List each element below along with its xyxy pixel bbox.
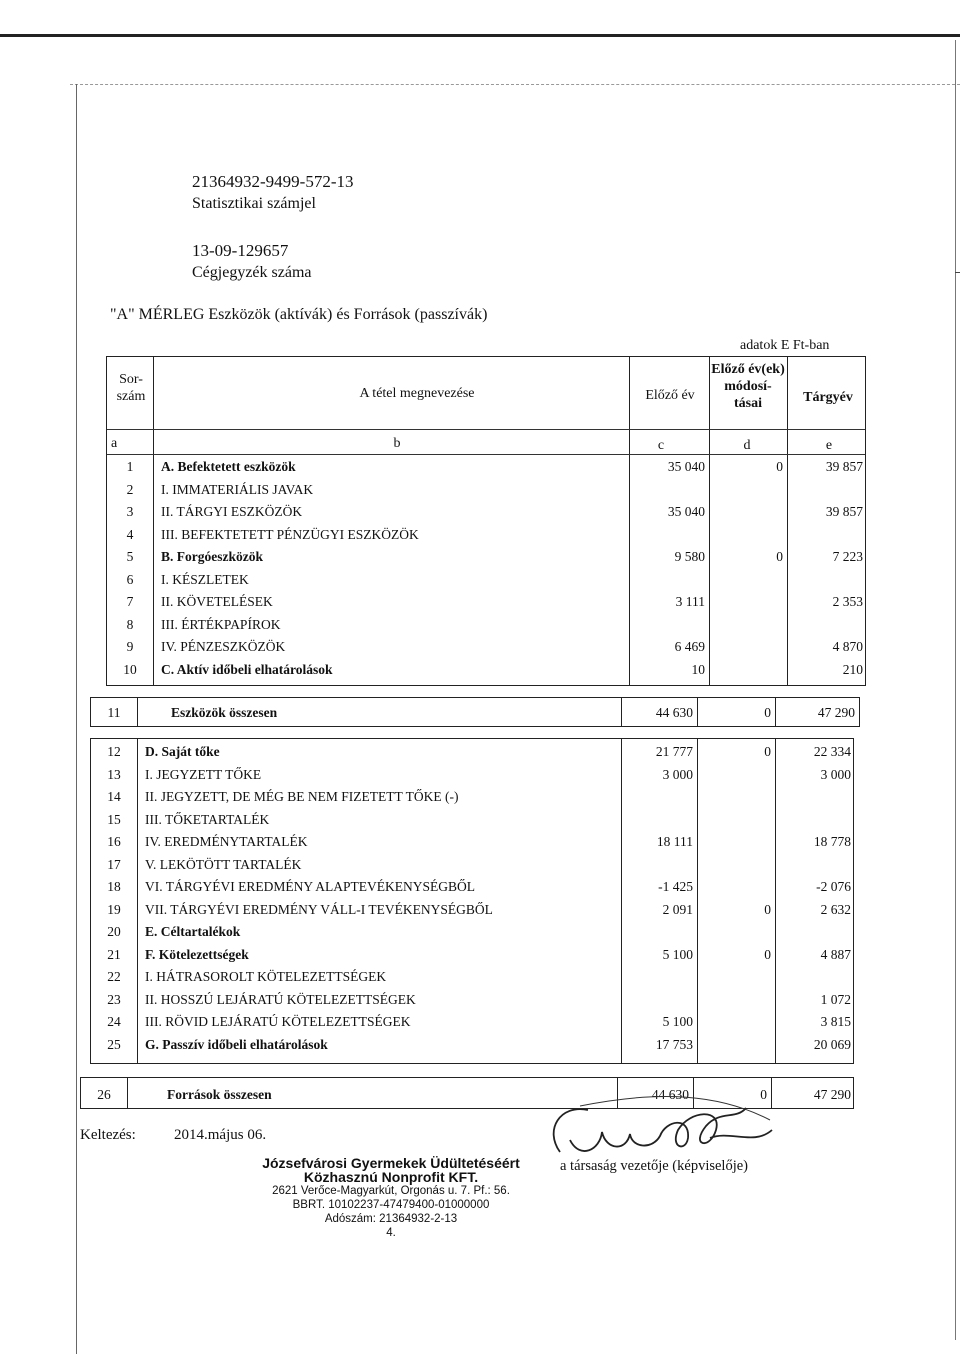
row-prev-value: 35 040: [667, 459, 705, 474]
row-label: G. Passzív időbeli elhatárolások: [145, 1036, 328, 1052]
row-sorszam: 13: [107, 766, 121, 782]
col-header-curr: Tárgyév: [803, 390, 853, 405]
row-mod-value: 0: [764, 946, 771, 962]
table-row: [91, 764, 853, 785]
col-letter-d: d: [743, 438, 751, 453]
row-prev-value: 2 091: [662, 901, 693, 917]
col-letter-c: c: [657, 438, 665, 453]
row-label: III. TŐKETARTALÉK: [145, 811, 270, 827]
company-stamp: [226, 1156, 556, 1240]
row-sorszam: 6: [126, 571, 134, 587]
top-dashed-rule: [70, 84, 960, 85]
row-label: F. Kötelezettségek: [145, 946, 249, 962]
stamp-line-3: 2621 Verőce-Magyarkút, Orgonás u. 7. Pf.: 56.: [272, 1185, 510, 1197]
row-label: D. Saját tőke: [145, 744, 220, 759]
row-sorszam: 15: [107, 811, 121, 827]
total-sorszam: 11: [107, 705, 121, 720]
row-label: B. Forgóeszközök: [161, 549, 263, 564]
table-row: [91, 854, 853, 875]
table-row: [107, 614, 865, 635]
reg-label: Cégjegyzék száma: [192, 264, 312, 281]
table-row: [91, 786, 853, 807]
row-mod-value: 0: [776, 549, 783, 564]
row-sorszam: 2: [126, 481, 134, 497]
row-label: II. KÖVETELÉSEK: [161, 594, 273, 609]
stamp-line-1: Józsefvárosi Gyermekek Üdültetéséért: [262, 1155, 520, 1171]
ltotal-prev: 44 630: [651, 1087, 689, 1102]
row-sorszam: 16: [107, 834, 121, 849]
table-row: [91, 741, 853, 762]
row-prev-value: -1 425: [658, 879, 693, 894]
col-header-name: A tétel megnevezése: [359, 386, 475, 401]
row-prev-value: 5 100: [662, 946, 693, 962]
row-prev-value: 9 580: [674, 549, 705, 564]
table-row: [91, 989, 853, 1010]
row-prev-value: 10: [691, 661, 705, 677]
row-prev-value: 3 111: [675, 594, 705, 609]
row-curr-value: -2 076: [816, 879, 851, 894]
row-sorszam: 5: [126, 549, 134, 564]
table-row: [107, 546, 865, 567]
table-row: [107, 501, 865, 522]
table-row: [91, 1011, 853, 1032]
row-sorszam: 22: [107, 969, 121, 984]
table-row: [107, 569, 865, 590]
row-curr-value: 210: [842, 661, 863, 677]
row-sorszam: 9: [126, 639, 134, 654]
table-row: [91, 809, 853, 830]
col-header-mod: Előző év(ek) módosí- tásai: [711, 362, 785, 411]
row-sorszam: 10: [123, 661, 137, 677]
page-number: 4.: [386, 1227, 396, 1239]
row-label: VII. TÁRGYÉVI EREDMÉNY VÁLL-I TEVÉKENYSÉGBŐL: [145, 901, 493, 917]
table-row: [107, 456, 865, 477]
row-curr-value: 20 069: [813, 1036, 851, 1052]
row-sorszam: 21: [107, 946, 121, 962]
top-border-bar: [0, 34, 960, 37]
total-label: Eszközök összesen: [171, 705, 278, 720]
row-curr-value: 39 857: [825, 459, 863, 474]
row-label: II. TÁRGYI ESZKÖZÖK: [161, 504, 303, 519]
row-curr-value: 39 857: [825, 504, 863, 519]
row-label: VI. TÁRGYÉVI EREDMÉNY ALAPTEVÉKENYSÉGBŐL: [145, 879, 475, 894]
row-label: A. Befektetett eszközök: [161, 459, 296, 474]
row-sorszam: 18: [107, 879, 121, 894]
row-prev-value: 3 000: [662, 766, 693, 782]
row-curr-value: 4 887: [820, 946, 851, 962]
row-curr-value: 2 353: [832, 594, 863, 609]
signer-caption: a társaság vezetője (képviselője): [560, 1158, 749, 1174]
row-prev-value: 5 100: [662, 1014, 693, 1029]
col-letter-a: a: [111, 436, 118, 451]
table-row: [107, 479, 865, 500]
reg-number: 13-09-129657: [192, 241, 289, 260]
row-sorszam: 20: [107, 924, 121, 939]
col-letter-b: b: [393, 436, 401, 451]
row-sorszam: 19: [107, 901, 121, 917]
row-curr-value: 22 334: [813, 744, 851, 759]
row-label: I. HÁTRASOROLT KÖTELEZETTSÉGEK: [145, 969, 387, 984]
table-row: [91, 966, 853, 987]
row-prev-value: 17 753: [655, 1036, 693, 1052]
unit-note: adatok E Ft-ban: [740, 338, 830, 353]
table-row: [91, 1034, 853, 1055]
table-row: [91, 944, 853, 965]
table-row: [91, 921, 853, 942]
row-sorszam: 17: [107, 856, 121, 872]
row-prev-value: 21 777: [655, 744, 693, 759]
ltotal-curr: 47 290: [813, 1087, 851, 1102]
col-header-sorszam: Sor- szám: [116, 372, 146, 404]
left-margin-rule: [76, 84, 77, 1354]
page-title: "A" MÉRLEG Eszközök (aktívák) és Források (passzívák): [110, 306, 488, 323]
row-curr-value: 7 223: [832, 549, 863, 564]
table-row: [107, 636, 865, 657]
stat-number: 21364932-9499-572-13: [192, 172, 354, 191]
row-label: C. Aktív időbeli elhatárolások: [161, 661, 333, 677]
row-sorszam: 1: [126, 459, 134, 474]
row-sorszam: 25: [107, 1036, 121, 1052]
date-value: 2014.május 06.: [174, 1127, 267, 1143]
row-prev-value: 18 111: [656, 834, 693, 849]
row-label: III. RÖVID LEJÁRATÚ KÖTELEZETTSÉGEK: [145, 1014, 411, 1029]
ltotal-sorszam: 26: [97, 1087, 111, 1102]
row-mod-value: 0: [776, 459, 783, 474]
row-label: III. BEFEKTETETT PÉNZÜGYI ESZKÖZÖK: [161, 526, 419, 542]
stat-label: Statisztikai számjel: [192, 195, 316, 212]
table-row: [107, 524, 865, 545]
total-mod: 0: [764, 705, 771, 720]
row-sorszam: 24: [107, 1014, 121, 1029]
right-margin-rule: [955, 40, 956, 1340]
row-sorszam: 3: [126, 504, 134, 519]
row-sorszam: 4: [126, 526, 134, 542]
row-label: II. JEGYZETT, DE MÉG BE NEM FIZETETT TŐKE (-): [145, 789, 459, 804]
row-curr-value: 18 778: [813, 834, 851, 849]
table-row: [91, 876, 853, 897]
table-row: [107, 591, 865, 612]
table-row: [91, 831, 853, 852]
row-label: I. KÉSZLETEK: [161, 571, 249, 587]
row-mod-value: 0: [764, 744, 771, 759]
row-sorszam: 8: [126, 616, 134, 632]
col-letter-e: e: [825, 438, 833, 453]
total-prev: 44 630: [655, 705, 693, 720]
ltotal-label: Források összesen: [167, 1087, 272, 1102]
stamp-line-5: Adószám: 21364932-2-13: [324, 1213, 458, 1225]
row-prev-value: 6 469: [674, 639, 705, 654]
row-label: IV. PÉNZESZKÖZÖK: [161, 639, 286, 654]
row-label: E. Céltartalékok: [145, 924, 241, 939]
row-curr-value: 3 000: [820, 766, 851, 782]
assets-table: [106, 356, 866, 686]
row-sorszam: 12: [107, 744, 121, 759]
stamp-line-2: Közhasznú Nonprofit KFT.: [303, 1169, 479, 1185]
row-label: I. IMMATERIÁLIS JAVAK: [161, 481, 314, 497]
row-curr-value: 1 072: [820, 991, 851, 1007]
table-row: [107, 659, 865, 680]
handwritten-signature: [540, 1090, 800, 1170]
stamp-line-4: BBRT. 10102237-47479400-01000000: [292, 1199, 490, 1211]
right-tick-mark: [955, 272, 960, 273]
row-curr-value: 3 815: [820, 1014, 851, 1029]
row-label: II. HOSSZÚ LEJÁRATÚ KÖTELEZETTSÉGEK: [145, 991, 416, 1007]
row-prev-value: 35 040: [667, 504, 705, 519]
row-curr-value: 2 632: [820, 901, 851, 917]
assets-total-row: [90, 697, 860, 727]
table-row: [91, 899, 853, 920]
row-label: IV. EREDMÉNYTARTALÉK: [145, 834, 308, 849]
row-curr-value: 4 870: [832, 639, 863, 654]
liabilities-table: [90, 738, 854, 1064]
row-label: III. ÉRTÉKPAPÍROK: [161, 616, 281, 632]
row-label: I. JEGYZETT TŐKE: [145, 766, 262, 782]
row-label: V. LEKÖTÖTT TARTALÉK: [145, 856, 302, 872]
date-label: Keltezés:: [80, 1127, 136, 1143]
row-sorszam: 14: [107, 789, 121, 804]
ltotal-mod: 0: [760, 1087, 767, 1102]
row-sorszam: 7: [126, 594, 134, 609]
row-mod-value: 0: [764, 901, 771, 917]
total-curr: 47 290: [817, 705, 855, 720]
col-header-prev: Előző év: [645, 388, 695, 403]
row-sorszam: 23: [107, 991, 121, 1007]
